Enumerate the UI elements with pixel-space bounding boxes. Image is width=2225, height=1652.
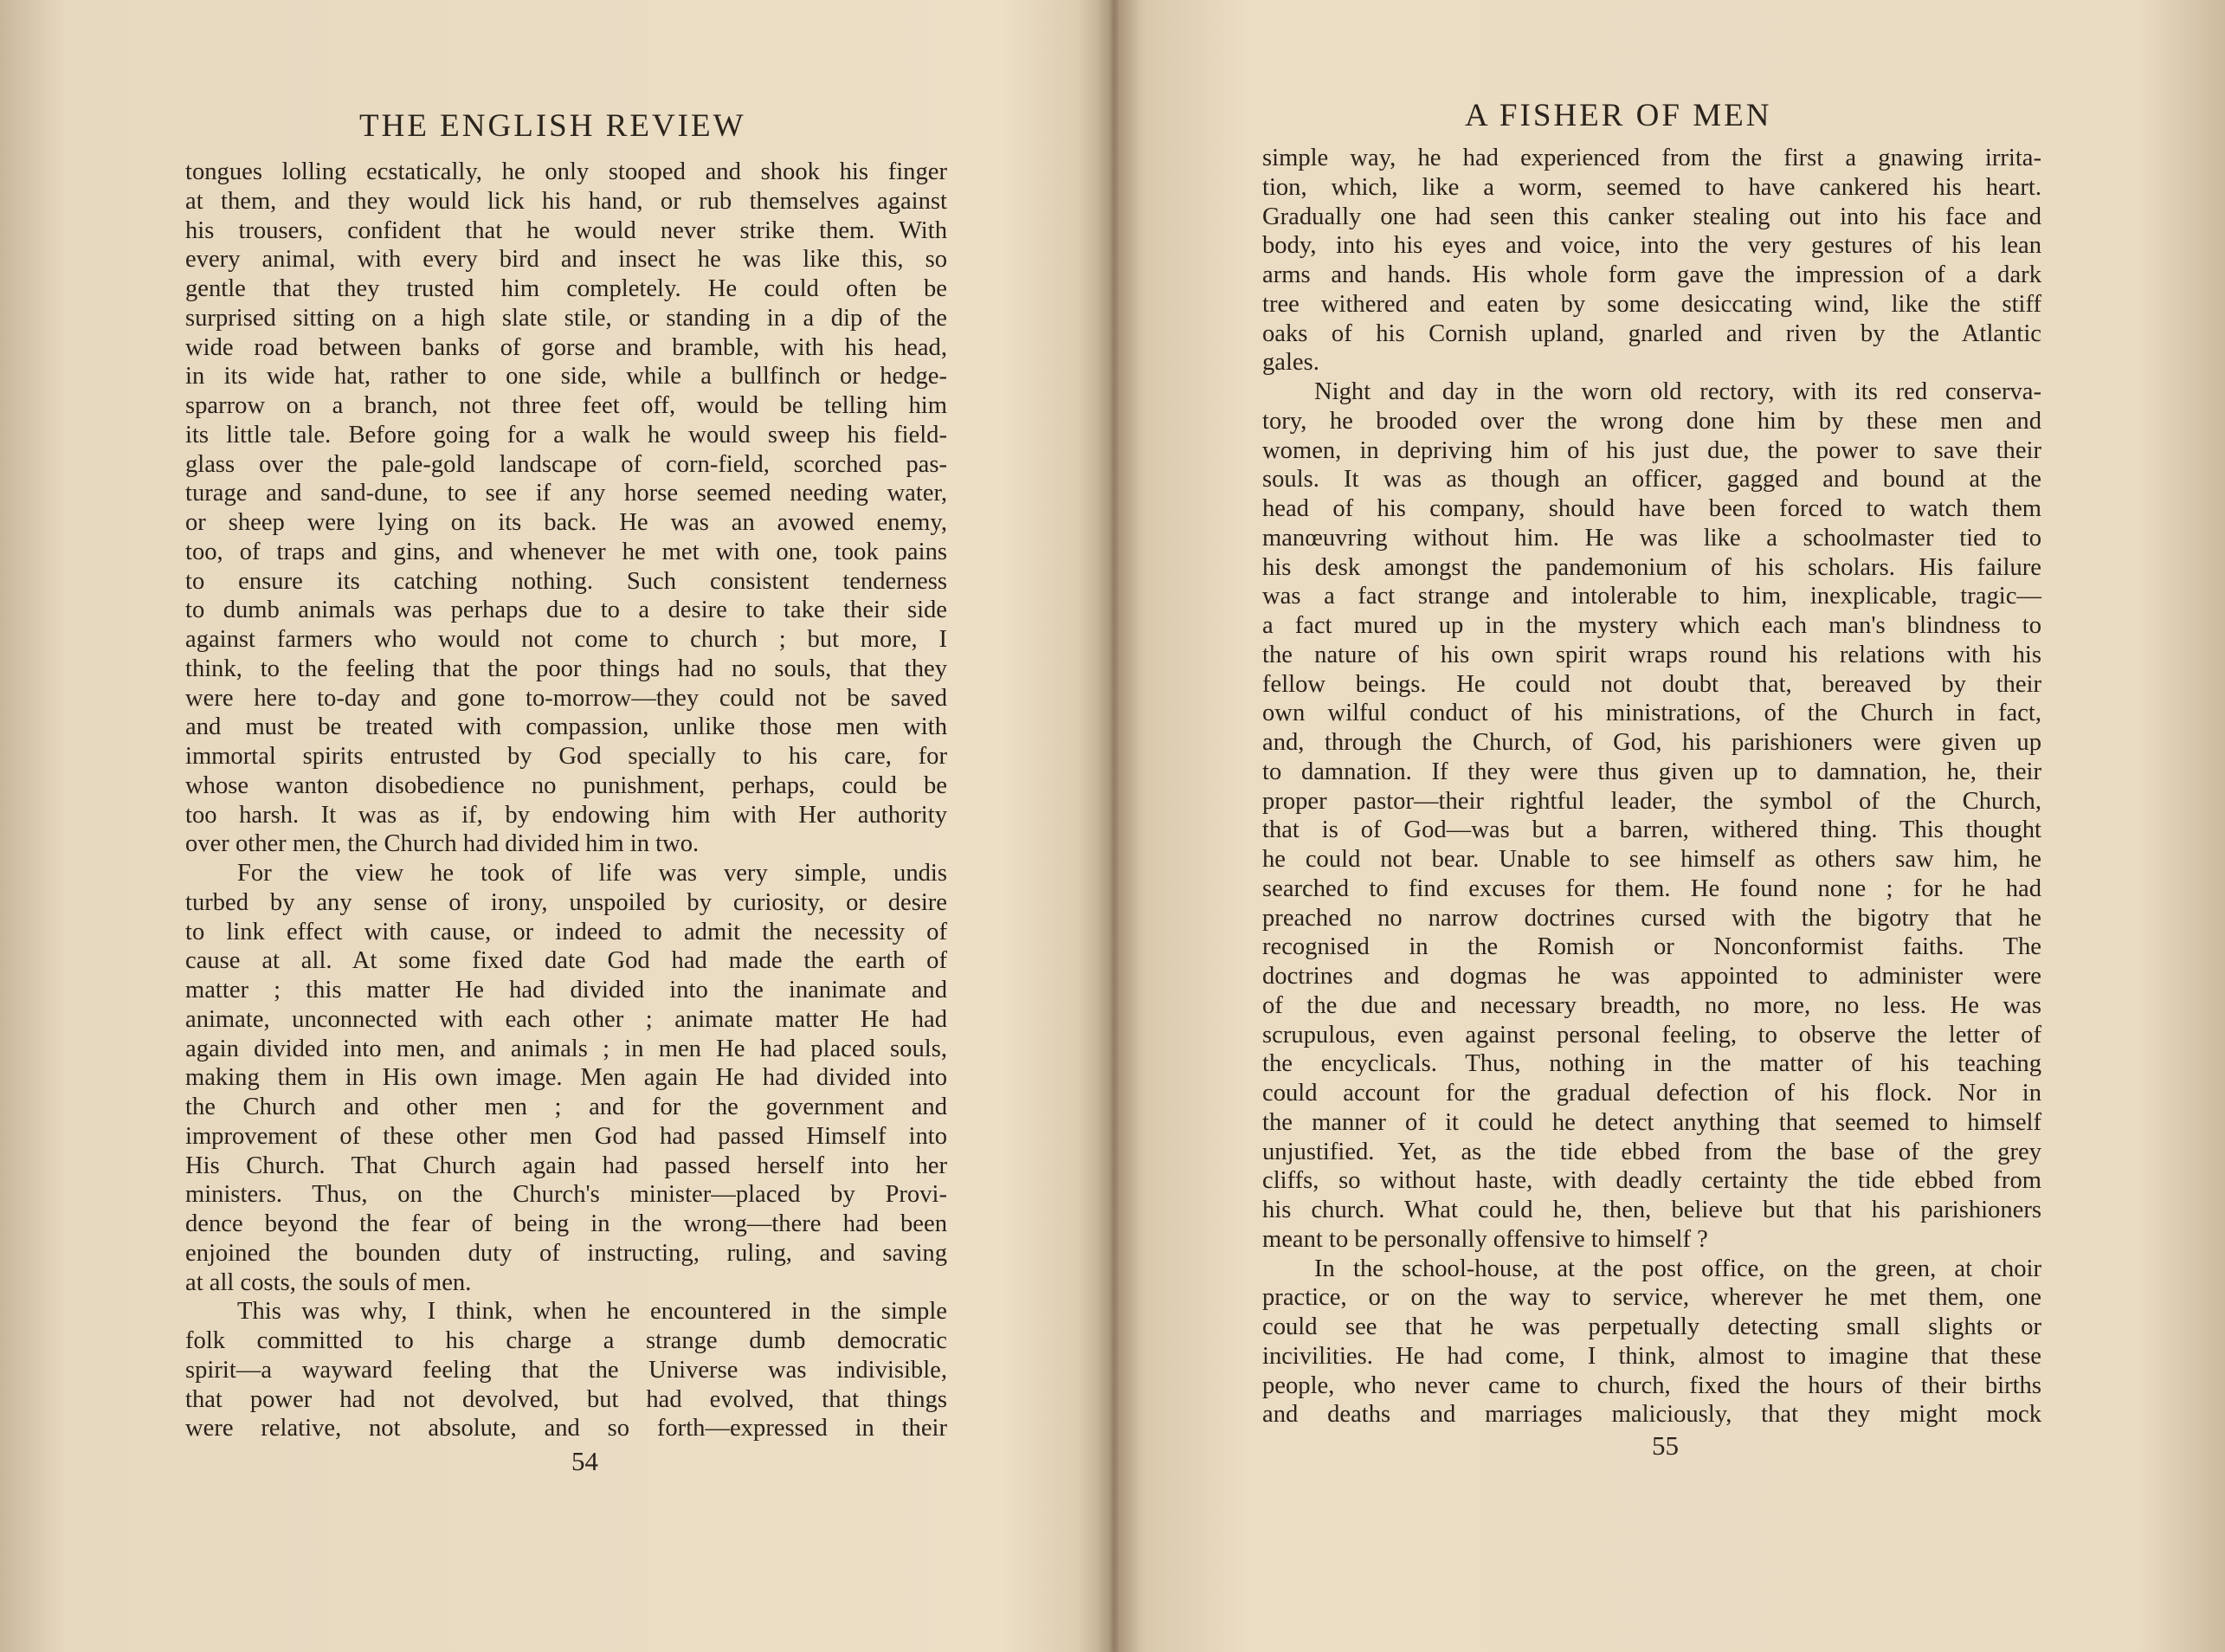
text-line: tory, he brooded over the wrong done him by these men and (1262, 407, 2041, 435)
text-line: gales. (1262, 349, 1319, 377)
text-line: His Church. That Church again had passed herself into her (185, 1152, 947, 1179)
text-line: to ensure its catching nothing. Such consistent tenderness (185, 567, 947, 595)
text-line: meant to be personally offensive to himself ? (1262, 1225, 1708, 1253)
text-line: own wilful conduct of his ministrations, of the Church in fact, (1262, 700, 2041, 727)
text-line: surprised sitting on a high slate stile, or standing in a dip of the (185, 304, 947, 332)
text-line: preached no narrow doctrines cursed with the bigotry that he (1262, 904, 2041, 932)
text-line: over other men, the Church had divided him in two. (185, 830, 700, 858)
text-line: fellow beings. He could not doubt that, bereaved by their (1262, 670, 2041, 698)
text-line: too harsh. It was as if, by endowing him with Her authority (185, 801, 947, 829)
text-line: tongues lolling ecstatically, he only stooped and shook his finger (185, 158, 947, 185)
text-line: making them in His own image. Men again He had divided into (185, 1064, 947, 1092)
text-line: gentle that they trusted him completely. He could often be (185, 275, 947, 302)
text-line: turbed by any sense of irony, unspoiled by curiosity, or desire (185, 888, 947, 916)
text-line: and deaths and marriages maliciously, that they might mock (1262, 1401, 2041, 1429)
text-line: This was why, I think, when he encountered in the simple (237, 1298, 947, 1326)
text-line: its little tale. Before going for a walk he would sweep his field- (185, 421, 947, 448)
page-number: 55 (1652, 1430, 1679, 1461)
text-line: or sheep were lying on its back. He was an avowed enemy, (185, 509, 947, 536)
text-line: was a fact strange and intolerable to him, inexplicable, tragic— (1262, 583, 2041, 610)
text-line: to damnation. If they were thus given up to damnation, he, their (1262, 758, 2041, 785)
text-line: Night and day in the worn old rectory, with its red conserva- (1314, 378, 2041, 405)
text-line: too, of traps and gins, and whenever he met with one, took pains (185, 538, 947, 565)
running-head: A FISHER OF MEN (1465, 98, 1772, 133)
text-line: at them, and they would lick his hand, or rub themselves against (185, 187, 947, 215)
text-line: in its wide hat, rather to one side, while a bullfinch or hedge- (185, 363, 947, 390)
text-line: simple way, he had experienced from the first a gnawing irrita- (1262, 145, 2041, 171)
text-line: For the view he took of life was very simple, undis (237, 860, 947, 887)
text-line: were relative, not absolute, and so forth—expressed in their (185, 1415, 947, 1442)
text-line: at all costs, the souls of men. (185, 1268, 472, 1296)
text-line: whose wanton disobedience no punishment, perhaps, could be (185, 771, 947, 799)
text-line: matter ; this matter He had divided into the inanimate and (185, 977, 947, 1003)
text-line: souls. It was as though an officer, gagged and bound at the (1262, 466, 2041, 494)
text-line: the Church and other men ; and for the government and (185, 1094, 947, 1120)
text-line: oaks of his Cornish upland, gnarled and riven by the Atlantic (1262, 319, 2041, 347)
right-page (1101, 0, 2225, 1652)
text-line: every animal, with every bird and insect he was like this, so (185, 246, 947, 274)
text-line: women, in depriving him of his just due, the power to save their (1262, 436, 2041, 464)
text-line: folk committed to his charge a strange dumb democratic (185, 1327, 947, 1354)
text-line: his desk amongst the pandemonium of his scholars. His failure (1262, 553, 2041, 581)
text-line: that is of God—was but a barren, withered thing. This thought (1262, 816, 2041, 844)
text-line: wide road between banks of gorse and bramble, with his head, (185, 333, 947, 361)
text-line: Gradually one had seen this canker stealing out into his face and (1262, 203, 2041, 230)
text-line: that power had not devolved, but had evolved, that things (185, 1385, 947, 1413)
text-line: searched to find excuses for them. He found none ; for he had (1262, 874, 2041, 902)
text-line: manœuvring without him. He was like a schoolmaster tied to (1262, 524, 2041, 552)
text-line: sparrow on a branch, not three feet off, would be telling him (185, 392, 947, 419)
text-line: spirit—a wayward feeling that the Universe was indivisible, (185, 1356, 947, 1384)
text-line: animate, unconnected with each other ; animate matter He had (185, 1005, 947, 1033)
running-head: THE ENGLISH REVIEW (359, 108, 746, 144)
text-line: people, who never came to church, fixed the hours of their births (1262, 1371, 2041, 1399)
text-line: against farmers who would not come to church ; but more, I (185, 626, 947, 653)
text-line: cliffs, so without haste, with deadly certainty the tide ebbed from (1262, 1167, 2041, 1195)
body-text (185, 158, 947, 1443)
text-line: the nature of his own spirit wraps round his relations with his (1262, 641, 2041, 668)
text-line: again divided into men, and animals ; in men He had placed souls, (185, 1035, 947, 1062)
text-line: scrupulous, even against personal feeling, to observe the letter of (1262, 1021, 2041, 1049)
text-line: and must be treated with compassion, unlike those men with (185, 713, 947, 741)
text-line: to dumb animals was perhaps due to a desire to take their side (185, 597, 947, 624)
page-number: 54 (571, 1446, 598, 1476)
text-line: unjustified. Yet, as the tide ebbed from the base of the grey (1262, 1138, 2041, 1165)
text-line: could account for the gradual defection of his flock. Nor in (1262, 1080, 2041, 1107)
text-line: his trousers, confident that he would never strike them. With (185, 216, 947, 244)
text-line: body, into his eyes and voice, into the very gestures of his lean (1262, 232, 2041, 260)
text-line: a fact mured up in the mystery which each man's blindness to (1262, 612, 2041, 639)
text-line: and, through the Church, of God, his parishioners were given up (1262, 729, 2041, 756)
text-line: to link effect with cause, or indeed to admit the necessity of (185, 918, 947, 945)
text-line: turage and sand-dune, to see if any horse seemed needing water, (185, 480, 947, 507)
text-line: improvement of these other men God had passed Himself into (185, 1122, 947, 1150)
text-line: ministers. Thus, on the Church's minister—placed by Provi- (185, 1181, 947, 1209)
body-text (1262, 144, 2041, 1429)
text-line: proper pastor—their rightful leader, the symbol of the Church, (1262, 787, 2041, 815)
text-line: recognised in the Romish or Nonconformist faiths. The (1262, 933, 2041, 961)
text-line: cause at all. At some fixed date God had made the earth of (185, 947, 947, 975)
text-line: arms and hands. His whole form gave the impression of a dark (1262, 261, 2041, 288)
text-line: enjoined the bounden duty of instructing, ruling, and saving (185, 1239, 947, 1267)
text-line: immortal spirits entrusted by God specially to his care, for (185, 743, 947, 770)
text-line: his church. What could he, then, believe but that his parishioners (1262, 1197, 2041, 1223)
left-page (0, 0, 1101, 1652)
text-line: doctrines and dogmas he was appointed to administer were (1262, 963, 2041, 990)
text-line: incivilities. He had come, I think, almost to imagine that these (1262, 1342, 2041, 1370)
text-line: he could not bear. Unable to see himself as others saw him, he (1262, 846, 2041, 873)
text-line: could see that he was perpetually detecting small slights or (1262, 1313, 2041, 1340)
text-line: of the due and necessary breadth, no more, no less. He was (1262, 991, 2041, 1019)
text-line: tion, which, like a worm, seemed to have cankered his heart. (1262, 173, 2041, 201)
text-line: tree withered and eaten by some desiccating wind, like the stiff (1262, 290, 2041, 318)
text-line: practice, or on the way to service, wherever he met them, one (1262, 1284, 2041, 1312)
text-line: the manner of it could he detect anything that seemed to himself (1262, 1108, 2041, 1136)
text-line: In the school-house, at the post office, on the green, at choir (1314, 1255, 2041, 1282)
text-line: the encyclicals. Thus, nothing in the matter of his teaching (1262, 1050, 2041, 1078)
text-line: were here to-day and gone to-morrow—they could not be saved (185, 684, 947, 712)
text-line: head of his company, should have been forced to watch them (1262, 495, 2041, 522)
text-line: think, to the feeling that the poor things had no souls, that they (185, 655, 947, 682)
text-line: glass over the pale-gold landscape of corn-field, scorched pas- (185, 450, 947, 478)
text-line: dence beyond the fear of being in the wrong—there had been (185, 1210, 947, 1237)
